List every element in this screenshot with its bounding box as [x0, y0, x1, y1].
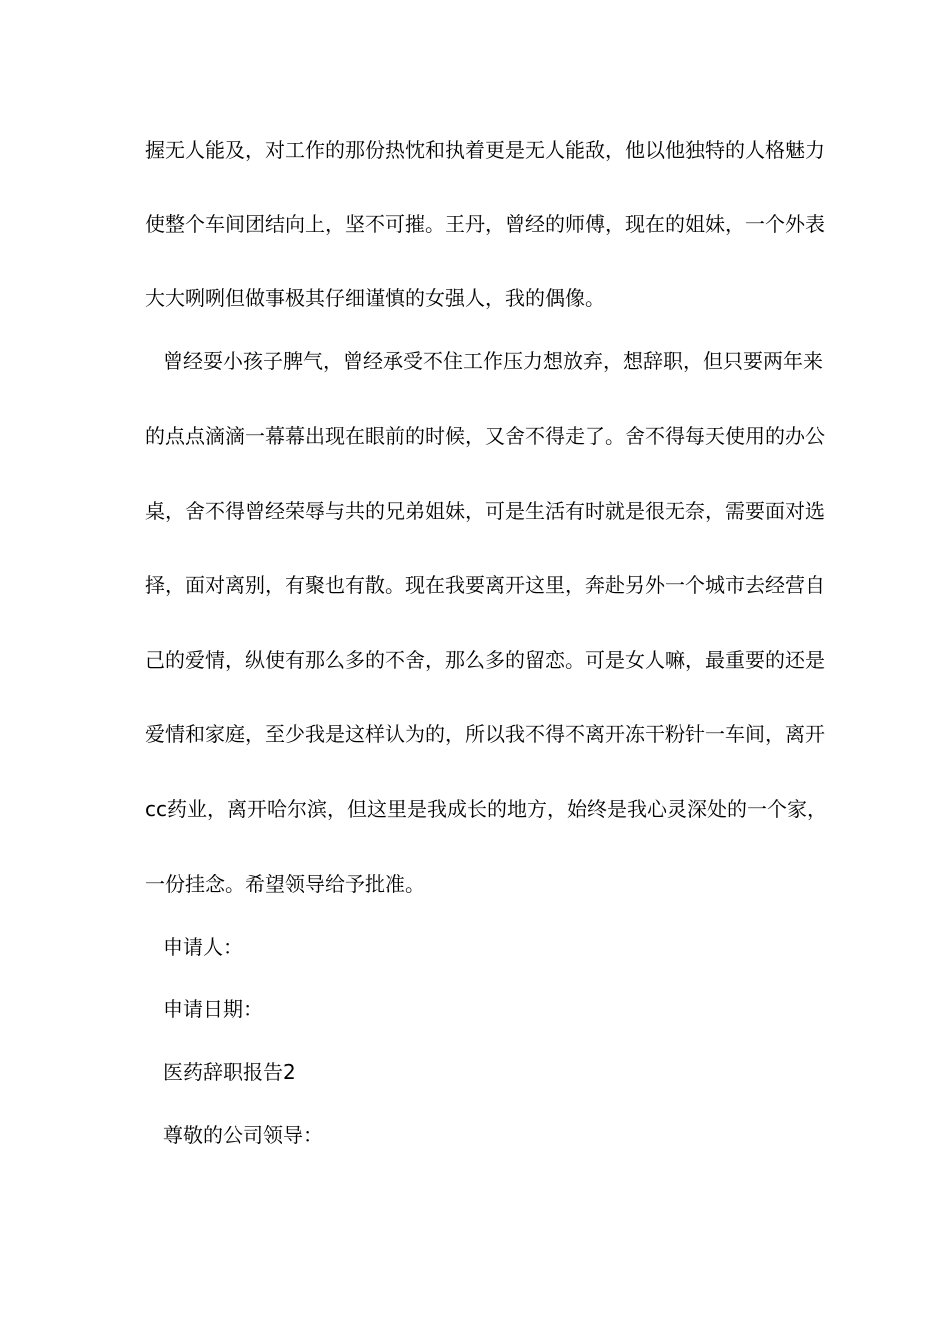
- paragraph-line: 一份挂念。希望领导给予批准。: [145, 872, 425, 896]
- paragraph-line: 曾经耍小孩子脾气，曾经承受不住工作压力想放弃，想辞职，但只要两年来: [163, 349, 823, 373]
- applicant-label: 申请人：: [163, 935, 243, 959]
- salutation: 尊敬的公司领导：: [163, 1123, 323, 1147]
- paragraph-line: 的点点滴滴一幕幕出现在眼前的时候，又舍不得走了。舍不得每天使用的办公: [145, 424, 825, 448]
- paragraph-line: 择，面对离别，有聚也有散。现在我要离开这里，奔赴另外一个城市去经营自: [145, 573, 825, 597]
- paragraph-line: 桌，舍不得曾经荣辱与共的兄弟姐妹，可是生活有时就是很无奈，需要面对选: [145, 499, 825, 523]
- date-label: 申请日期：: [163, 997, 263, 1021]
- paragraph-line: cc药业，离开哈尔滨，但这里是我成长的地方，始终是我心灵深处的一个家，: [145, 797, 827, 821]
- paragraph-line: 大大咧咧但做事极其仔细谨慎的女强人，我的偶像。: [145, 286, 605, 310]
- report-title: 医药辞职报告2: [163, 1060, 296, 1084]
- paragraph-line: 己的爱情，纵使有那么多的不舍，那么多的留恋。可是女人嘛，最重要的还是: [145, 648, 825, 672]
- paragraph-line: 使整个车间团结向上，坚不可摧。王丹，曾经的师傅，现在的姐妹，一个外表: [145, 212, 825, 236]
- paragraph-line: 握无人能及，对工作的那份热忱和执着更是无人能敌，他以他独特的人格魅力: [145, 138, 825, 162]
- paragraph-line: 爱情和家庭，至少我是这样认为的，所以我不得不离开冻干粉针一车间，离开: [145, 722, 825, 746]
